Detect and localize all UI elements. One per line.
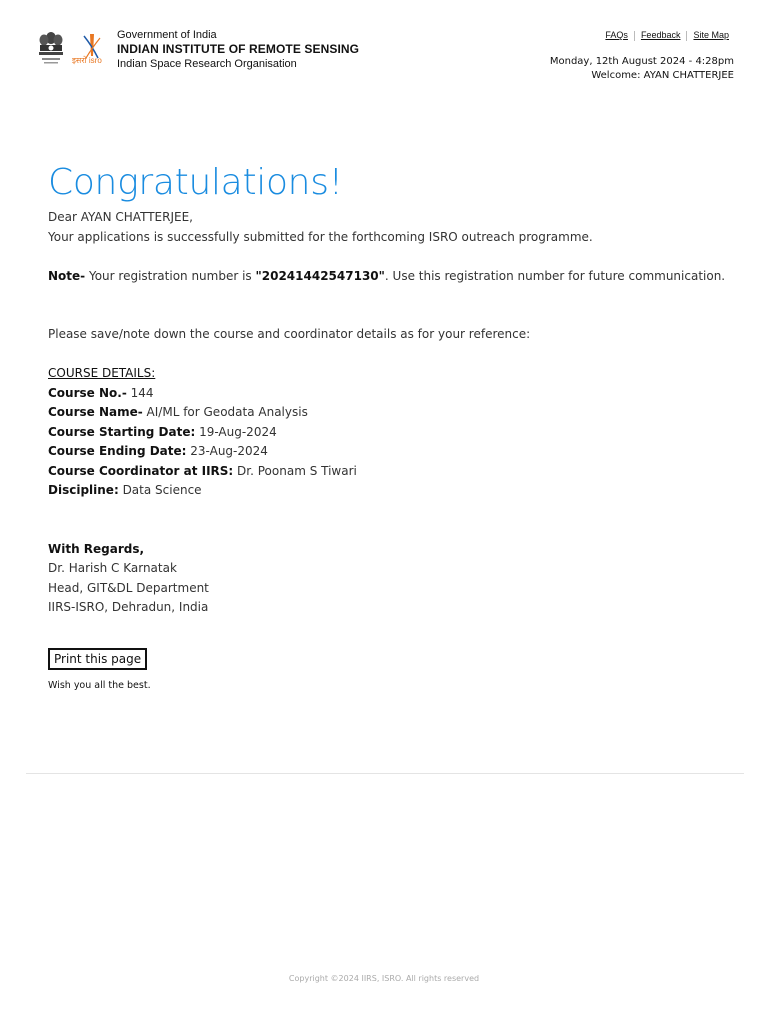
course-row	[48, 442, 738, 462]
course-row-value: 144	[126, 385, 154, 400]
note-text-before: Your registration number is	[85, 268, 256, 283]
parent-org-name: Indian Space Research Organisation	[117, 58, 297, 70]
course-row	[48, 384, 738, 404]
print-page-button[interactable]: Print this page	[48, 648, 147, 670]
isro-logo-text: इसरो isro	[72, 56, 102, 65]
greeting: Dear AYAN CHATTERJEE,	[48, 210, 193, 224]
institute-name: INDIAN INSTITUTE OF REMOTE SENSING	[117, 42, 360, 56]
course-row-label: Course Coordinator at IIRS:	[48, 463, 234, 478]
registration-number: "20241442547130"	[255, 268, 385, 283]
registration-note	[48, 267, 738, 287]
main-content	[48, 160, 738, 691]
top-links	[605, 30, 729, 41]
isro-logo	[70, 30, 114, 72]
course-row-value: AI/ML for Geodata Analysis	[142, 405, 308, 419]
course-row-value: 23-Aug-2024	[186, 444, 268, 458]
copyright-footer: Copyright ©2024 IIRS, ISRO. All rights reserved	[288, 974, 480, 983]
submission-message: Your applications is successfully submitted for the forthcoming ISRO outreach programme.	[48, 229, 593, 244]
faqs-link[interactable]: FAQs	[605, 30, 628, 40]
link-separator	[634, 31, 635, 41]
current-datetime: Monday, 12th August 2024 - 4:28pm	[549, 56, 734, 67]
course-row-value: Data Science	[118, 483, 202, 497]
course-row	[48, 423, 738, 443]
course-row-label: Discipline:	[48, 483, 119, 497]
feedback-link[interactable]: Feedback	[640, 30, 681, 40]
welcome-user: Welcome: AYAN CHATTERJEE	[591, 70, 734, 81]
course-row-label: Course No.-	[48, 385, 127, 400]
note-text-after: . Use this registration number for future communication.	[384, 268, 726, 283]
signature-block	[48, 540, 738, 618]
gov-label: Government of India	[117, 29, 217, 41]
course-details	[48, 384, 738, 501]
course-row	[48, 403, 738, 423]
course-row-label: Course Name-	[48, 405, 143, 419]
course-row-value: Dr. Poonam S Tiwari	[233, 463, 357, 478]
link-separator	[686, 31, 687, 41]
page-title: Congratulations!	[48, 162, 343, 203]
note-label: Note-	[48, 268, 86, 283]
organization-block	[117, 28, 359, 71]
closing-wish: Wish you all the best.	[48, 679, 151, 691]
course-row-value: 19-Aug-2024	[195, 424, 277, 439]
save-note: Please save/note down the course and coordinator details as for your reference:	[48, 327, 531, 341]
footer-divider	[26, 773, 744, 774]
regards: With Regards,	[48, 541, 145, 556]
datetime-block	[550, 55, 734, 83]
signatory-title: Head, GIT&DL Department	[48, 580, 209, 595]
course-details-heading: COURSE DETAILS:	[48, 366, 156, 380]
signatory-name: Dr. Harish C Karnatak	[48, 561, 177, 575]
page-header	[0, 0, 768, 100]
course-row	[48, 462, 738, 482]
signatory-place: IIRS-ISRO, Dehradun, India	[48, 600, 209, 614]
national-emblem-icon	[36, 28, 66, 72]
course-row-label: Course Starting Date:	[48, 424, 196, 439]
course-row-label: Course Ending Date:	[48, 444, 187, 458]
course-row	[48, 481, 738, 501]
sitemap-link[interactable]: Site Map	[693, 30, 729, 40]
